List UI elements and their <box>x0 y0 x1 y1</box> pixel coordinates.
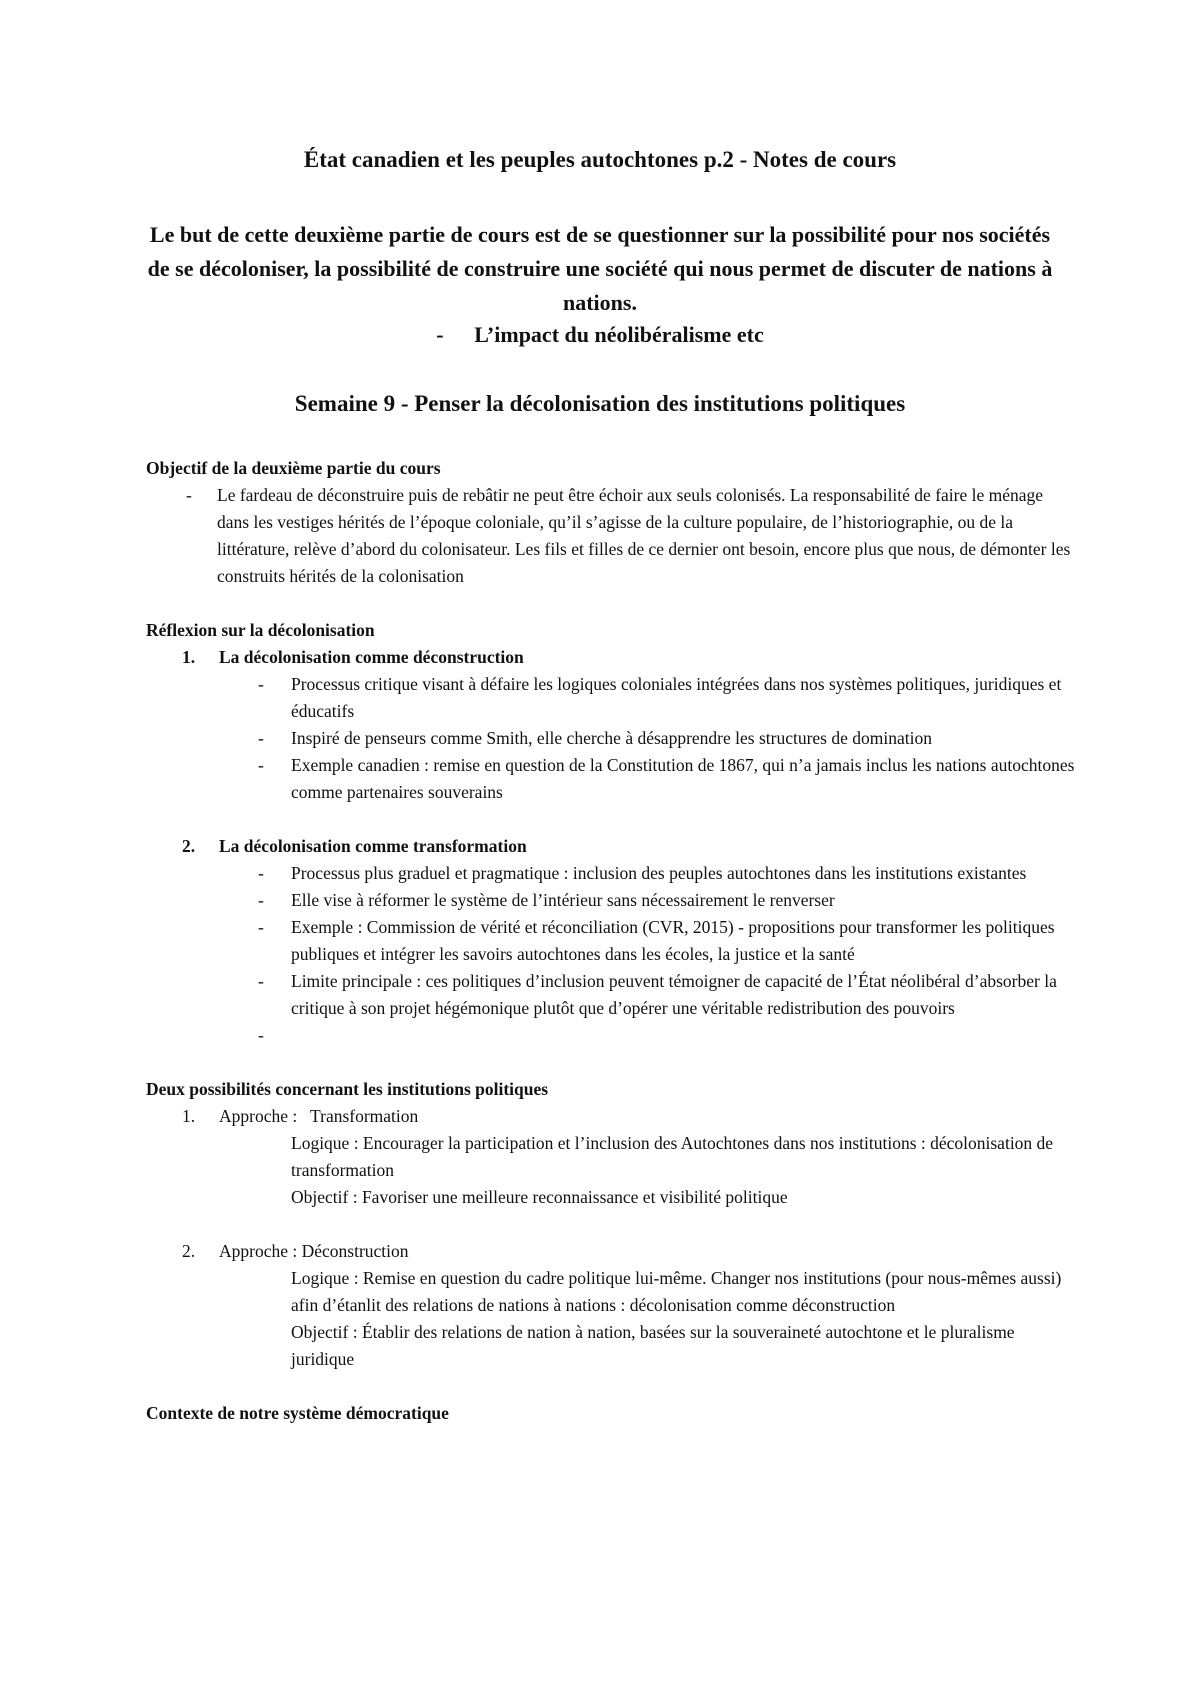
approach-number: 2. <box>182 1241 196 1261</box>
list-item: - Inspiré de penseurs comme Smith, elle cherche à désapprendre les structures de domination <box>146 725 1076 752</box>
list-item: - Le fardeau de déconstruire puis de rebâtir ne peut être échoir aux seuls colonisés. La responsabilité de faire le ménage dans les vestiges hérités de l’époque coloniale, qu’il s’agisse de la culture populaire, de l’historiographie, ou de la littérature, relève d’abord du colonisateur. Les fils et filles de ce dernier ont besoin, encore plus que nous, de démonter les construits hérités de la colonisation <box>146 482 1076 590</box>
reflexion-heading: Réflexion sur la décolonisation <box>146 620 375 640</box>
list-item: - Limite principale : ces politiques d’inclusion peuvent témoigner de capacité de l’État néolibéral d’absorber la critique à son projet hégémonique plutôt que d’opérer une véritable redistribution des pouvoirs <box>146 968 1076 1022</box>
approach-2-heading <box>146 1238 1076 1265</box>
document-title: État canadien et les peuples autochtones p.2 - Notes de cours <box>303 147 897 172</box>
section-title: La décolonisation comme déconstruction <box>219 647 524 667</box>
list-item: - Exemple : Commission de vérité et réconciliation (CVR, 2015) - propositions pour transformer les politiques publiques et intégrer les savoirs autochtones dans les écoles, la justice et la santé <box>146 914 1076 968</box>
objectif-heading: Objectif de la deuxième partie du cours <box>146 458 441 478</box>
list-item: - Elle vise à réformer le système de l’intérieur sans nécessairement le renverser <box>146 887 1076 914</box>
objectif-list <box>146 482 1076 590</box>
intro-paragraph: Le but de cette deuxième partie de cours est de se questionner sur la possibilité pour nos sociétés de se décoloniser, la possibilité de construire une société qui nous permet de discuter de nations à nations. <box>147 222 1053 315</box>
list-item: - Processus critique visant à défaire les logiques coloniales intégrées dans nos systèmes politiques, juridiques et éducatifs <box>146 671 1076 725</box>
dash-marker: - <box>436 322 444 347</box>
section-title: La décolonisation comme transformation <box>219 836 527 856</box>
approach-label: Approche : Déconstruction <box>219 1241 409 1261</box>
intro-bullet <box>0 322 1200 348</box>
section-1-list <box>146 671 1076 806</box>
list-item-empty <box>146 1022 1076 1049</box>
list-item: - Exemple canadien : remise en question de la Constitution de 1867, qui n’a jamais inclus les nations autochtones comme partenaires souverains <box>146 752 1076 806</box>
week-title: Semaine 9 - Penser la décolonisation des institutions politiques <box>294 391 906 416</box>
intro-bullet-text: L’impact du néolibéralisme etc <box>474 322 764 347</box>
approach-1-logique: Logique : Encourager la participation et l’inclusion des Autochtones dans nos institutions : décolonisation de transformation <box>291 1133 1054 1180</box>
possibilites-heading: Deux possibilités concernant les institutions politiques <box>146 1079 549 1099</box>
section-number: 1. <box>182 647 196 667</box>
approach-label: Approche : Transformation <box>219 1106 419 1126</box>
section-2-list <box>146 860 1076 1049</box>
contexte-heading: Contexte de notre système démocratique <box>146 1403 449 1423</box>
approach-number: 1. <box>182 1106 196 1126</box>
approach-2-objectif: Objectif : Établir des relations de nation à nation, basées sur la souveraineté autochtone et le pluralisme juridique <box>291 1322 1015 1369</box>
approach-1-heading <box>146 1103 1076 1130</box>
approach-2-logique: Logique : Remise en question du cadre politique lui-même. Changer nos institutions (pour nous-mêmes aussi) afin d’étanlit des relations de nations à nations : décolonisation comme déconstruction <box>291 1268 1062 1315</box>
approach-1-objectif: Objectif : Favoriser une meilleure reconnaissance et visibilité politique <box>291 1187 788 1207</box>
section-number: 2. <box>182 836 196 856</box>
section-1-heading <box>146 644 1076 671</box>
document-body <box>146 455 1076 1427</box>
section-2-heading <box>146 833 1076 860</box>
list-item: - Processus plus graduel et pragmatique : inclusion des peuples autochtones dans les institutions existantes <box>146 860 1076 887</box>
